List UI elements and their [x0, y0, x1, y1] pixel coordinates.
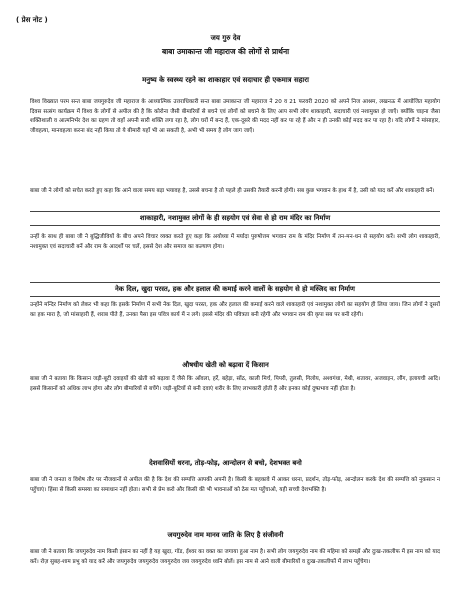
press-note-label: ( प्रेस नोट ): [16, 16, 48, 24]
paragraph-1: विश्व विख्यात परम सन्त बाबा जयगुरुदेव जी महाराज के आध्यात्मिक उत्तराधिकारी सन्त बाबा उमाकान्त जी महाराज ने 20 व 21 फरवरी 2020 को अपने निज आश्रम, लखनऊ में आयोजित महायोग दिवस सत्संग कार्यक्रम में विश्व के लोगों से अपील की है कि कोरोना जैसी बीमारियों से बचने एवं लोगों को बचाने के लिए आप सभी लोग शाकाहारी, सदाचारी एवं नशामुक्त हो जाएँ। क्योंकि चाइना जैसा शक्तिशाली व आत्मनिर्भर देश का ग्रहण तो वहाँ अपनी सारी शक्ति लगा रहा है, लोग घरों में बन्द हैं, एक-दूसरे की मदद नहीं कर पा रहे हैं और न ही उनकी कोई मदद कर पा रहा है। यदि लोगों ने मांसाहार, जीवहत्या, मानवहत्या करना बंद नहीं किया तो ये बीमारी यहाँ भी आ सकती है, अभी भी समय है लोग जाग जाएँ।: [30, 99, 440, 134]
section-heading-ram-mandir: शाकाहारी, नशामुक्त लोगों के ही सहयोग एवं सेवा से हो राम मंदिर का निर्माण: [30, 211, 440, 226]
paragraph-5: बाबा जी ने बताया कि किसान जड़ी-बूटी दवाइयों की खेती को बढ़ावा दें जैसे कि आँवला, हर्रे, बहेड़ा, सोंठ, काली मिर्च, पिपरी, तुलसी, गिलोय, अश्वगंधा, मेथी, शतावर, अजवाइन, लौंग, इलायची आदि। इससे किसानों को अधिक लाभ होगा और लोग बीमारियों से बचेंगे। जड़ी-बूटियों से बनी दवाएं शरीर के लिए लाभकारी होती हैं और इनका कोई दुष्प्रभाव नहीं होता है।: [30, 376, 440, 392]
paragraph-3: उन्हीं के साथ ही बाबा जी ने बुद्धिजीवियों के बीच अपने विचार व्यक्त करते हुए कहा कि अयोध्या में मर्यादा पुरुषोत्तम भगवान राम के मंदिर निर्माण में तन-मन-धन से सहयोग करें। सभी लोग शाकाहारी, नशामुक्त एवं सदाचारी बनें और राम के आदर्शों पर चलें, इससे देश और समाज का कल्याण होगा।: [30, 234, 440, 250]
document-subtitle: मनुष्य के स्वस्थ्य रहने का शाकाहार एवं सदाचार ही एकमात्र सहारा: [142, 76, 309, 84]
paragraph-2: बाबा जी ने लोगों को सचेत करते हुए कहा कि आने वाला समय बड़ा भयावह है, उससे बचना है तो पहले ही उसकी तैयारी करनी होगी। सब कुछ भगवान के हाथ में है, उसी को याद करें और शाकाहारी बनें।: [30, 188, 435, 194]
paragraph-6: बाबा जी ने जनता व विशेष तौर पर नौजवानों से अपील की है कि देश की सम्पत्ति आपकी अपनी है। किसी के बहकावे में आकर धरना, प्रदर्शन, तोड़-फोड़, आन्दोलन करके देश की सम्पत्ति को नुकसान न पहुँचाएं। हिंसा से किसी समस्या का समाधान नहीं होता। सभी से प्रेम करो और किसी की भी भावनाओं को ठेस मत पहुँचाओ, यही सच्ची देशभक्ति है।: [30, 477, 440, 493]
document-title: बाबा उमाकान्त जी महाराज की लोगों से प्रार्थना: [161, 47, 290, 56]
section-heading-masjid: नेक दिल, खुदा परस्त, हक और हलाल की कमाई करने वालों के सहयोग से हो मस्जिद का निर्माण: [30, 282, 440, 297]
paragraph-4: उन्होंने मन्दिर निर्माण को लेकर भी कहा कि इसके निर्माण में सभी नेक दिल, खुदा परस्त, हक और हलाल की कमाई करने वाले शाकाहारी एवं नशामुक्त लोगों का सहयोग ही लिया जाय। जिन लोगों ने दूसरों का हक मारा है, जो मांसाहारी हैं, शराब पीते हैं, उनका पैसा इस पवित्र कार्य में न लगे। इससे मंदिर की पवित्रता बनी रहेगी और भगवान राम की कृपा सब पर बनी रहेगी।: [30, 302, 440, 318]
section-heading-sanjeevani: जयगुरुदेव नाम मानव जाति के लिए है संजीवनी: [167, 531, 284, 539]
jai-guru-dev-text: जय गुरु देव: [210, 34, 241, 42]
section-heading-deshbhakt: देशवासियों धरना, तोड़-फोड़, आन्दोलन से बचो, देशभक्त बनो: [149, 459, 302, 467]
paragraph-7: बाबा जी ने बताया कि जयगुरुदेव नाम किसी इंसान का नहीं है यह खुदा, गॉड, ईश्वर का वक्त का जगाया हुआ नाम है। सभी लोग जयगुरुदेव नाम की महिमा को समझें और दुःख-तकलीफ में इस नाम को याद करें। रोज़ सुबह-शाम प्रभु को याद करें और जयगुरुदेव जयगुरुदेव जयगुरुदेव जय जयगुरुदेव ध्वनि बोलें। इस नाम से आने वाली बीमारियों व दुःख-तकलीफों में लाभ पहुँचेगा।: [30, 549, 440, 565]
section-heading-herbal-farming: औषधीय खेती को बढ़ावा दें किसान: [182, 361, 269, 369]
